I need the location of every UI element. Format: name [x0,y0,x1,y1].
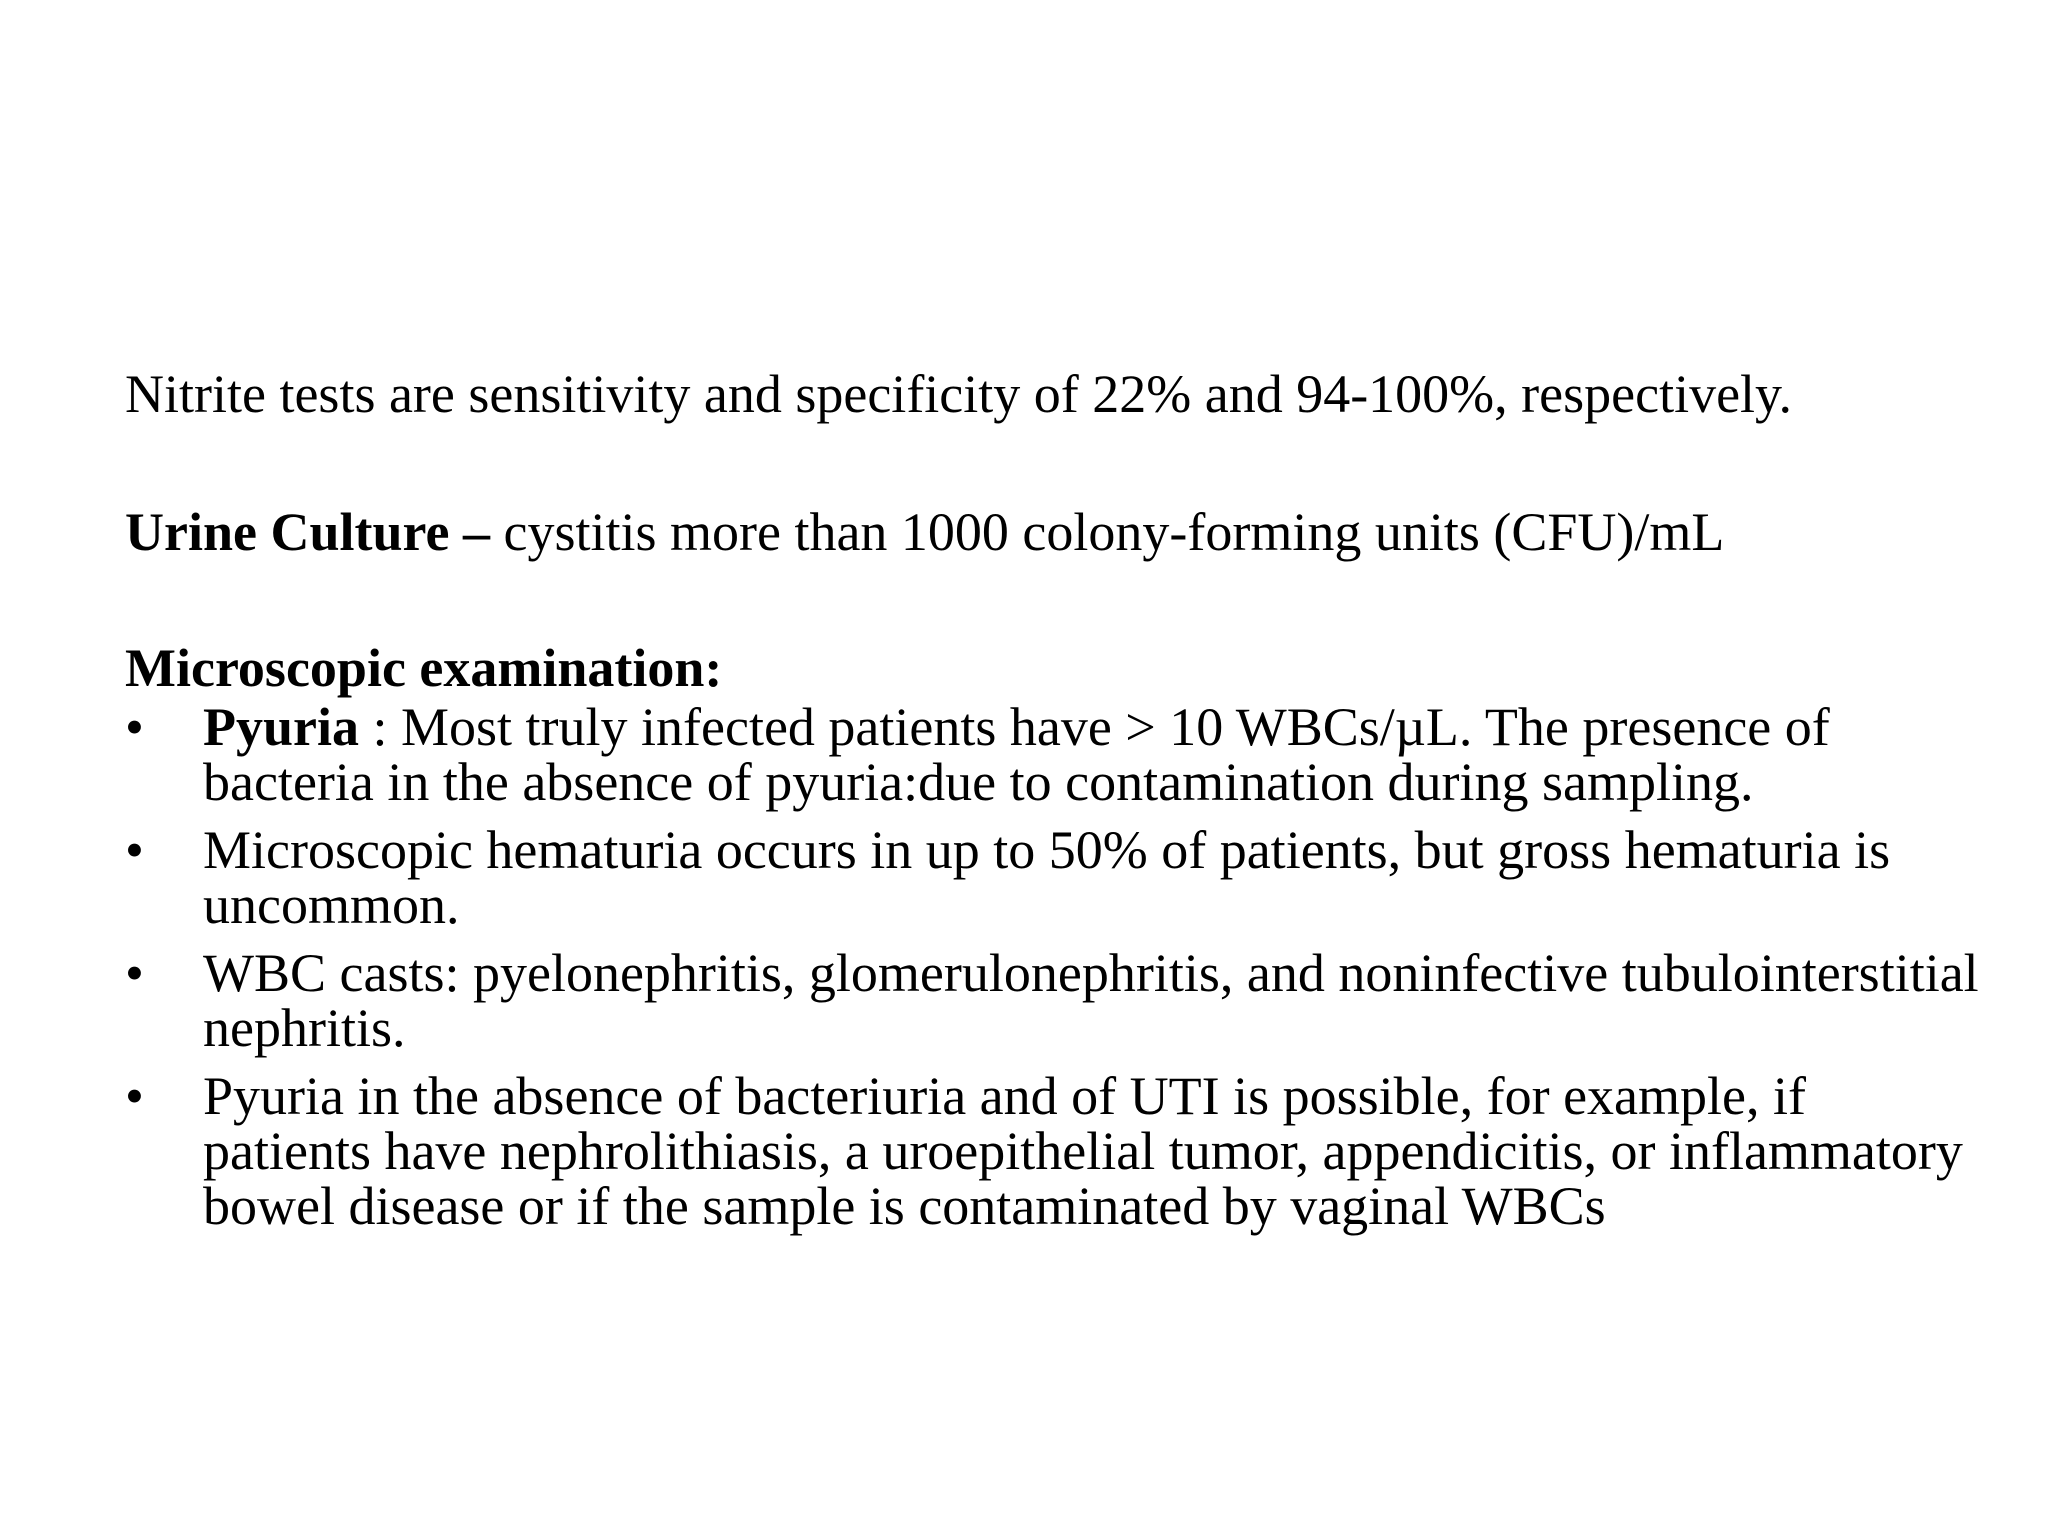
bullet-icon: • [125,1066,144,1126]
bullet-icon: • [125,697,144,757]
nitrite-paragraph: Nitrite tests are sensitivity and specificity of 22% and 94-100%, respectively. [125,364,1793,424]
list-item-text: : Most truly infected patients have > 10 WBCs/µL. The presence of bacteria in the absence of pyuria:due to contamination during sampling. [203,697,1830,812]
microscopic-list [125,697,1985,1236]
slide-body [125,362,1985,1247]
list-item [125,697,1985,812]
list-item [125,1066,1985,1236]
urine-culture-label: Urine Culture – [125,502,490,562]
list-item-text: WBC casts: pyelonephritis, glomerulonephritis, and noninfective tubulointerstitial nephritis. [203,943,1979,1058]
microscopic-heading: Microscopic examination: [125,638,723,698]
bullet-icon: • [125,820,144,880]
urine-culture-text: cystitis more than 1000 colony-forming units (CFU)/mL [489,502,1725,562]
bullet-icon: • [125,943,144,1003]
list-item-label: Pyuria [203,697,359,757]
urine-culture-paragraph [125,500,1985,564]
list-item [125,820,1985,935]
list-item [125,943,1985,1058]
list-item-text: Pyuria in the absence of bacteriuria and of UTI is possible, for example, if patients have nephrolithiasis, a uroepithelial tumor, appendicitis, or inflammatory bowel disease or if the sample is contaminated by vaginal WBCs [203,1066,1963,1236]
list-item-text: Microscopic hematuria occurs in up to 50% of patients, but gross hematuria is uncommon. [203,820,1891,935]
